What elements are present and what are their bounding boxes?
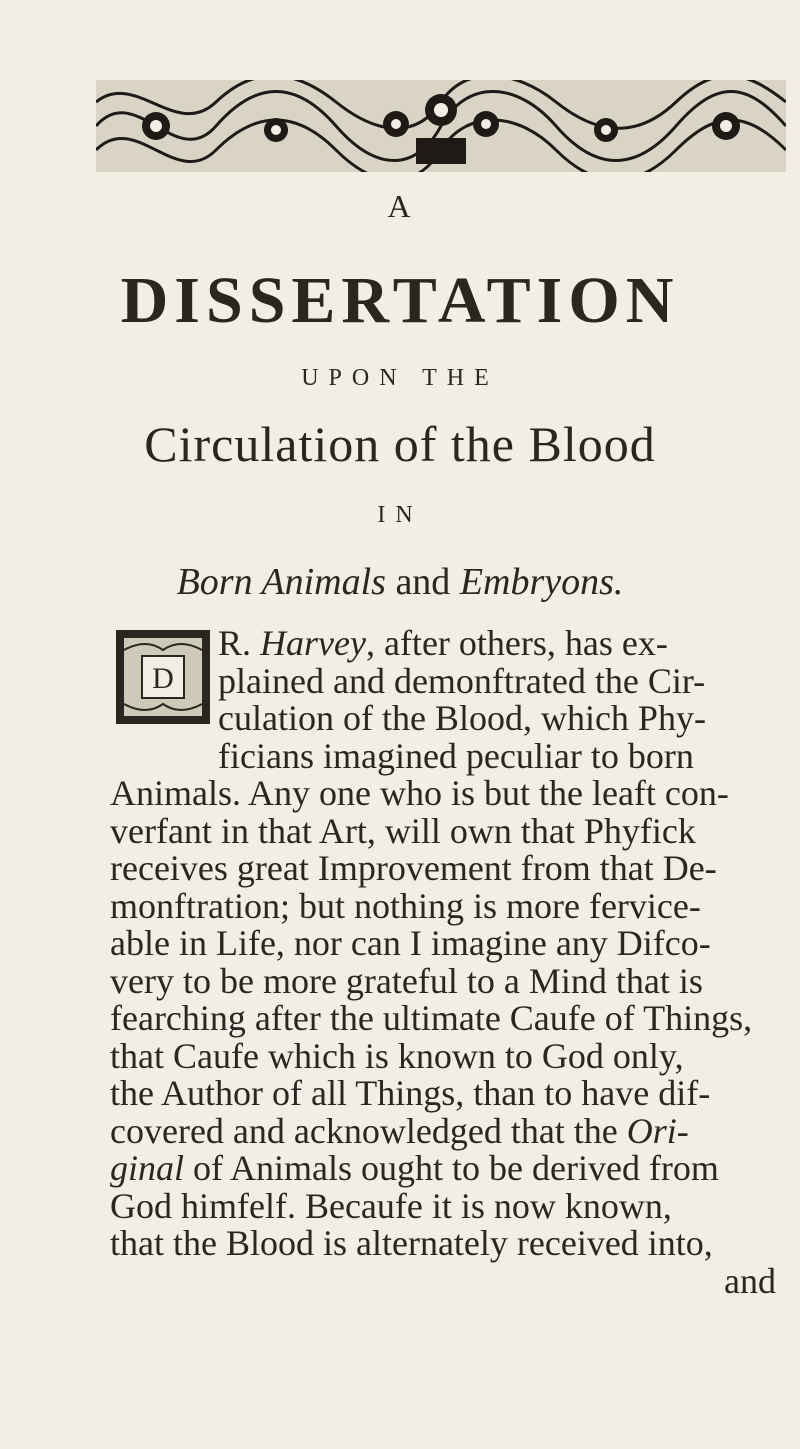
text-line-roman: that Caufe which is known to God only, (110, 1035, 684, 1076)
text-line (110, 1110, 790, 1151)
text-line-italic: Harvey (260, 623, 366, 663)
text-line-roman: Animals. Any one who is but the leaft con- (110, 773, 729, 813)
text-line-roman: fearching after the ultimate Caufe of Things, (110, 998, 753, 1038)
text-line (110, 960, 790, 1001)
text-line-italic: ginal (110, 1148, 185, 1188)
text-line-roman: verfant in that Art, will own that Phyfick (110, 810, 696, 851)
text-line (110, 1225, 790, 1263)
text-line (110, 925, 790, 963)
text-line-roman: culation of the Blood, which Phy- (218, 698, 706, 738)
text-line (110, 810, 790, 851)
title-upon-the: UPON THE (301, 365, 499, 391)
text-line-roman: of Animals ought to be derived from (184, 1148, 719, 1188)
text-line-roman: able in Life, nor can I imagine any Difco- (110, 923, 711, 963)
catchword: and (724, 1260, 776, 1301)
text-line-roman: R. (218, 623, 261, 663)
title-article: A (387, 188, 413, 224)
title-born-part2: Embryons. (459, 561, 624, 603)
text-line-roman: God himfelf. Becaufe it is now known, (110, 1185, 672, 1226)
text-line-roman: monftration; but nothing is more fervice- (110, 885, 701, 926)
text-line (110, 1185, 790, 1226)
text-line-roman: the Author of all Things, than to have dif- (110, 1073, 711, 1113)
title-in: IN (377, 502, 423, 528)
title-circulation: Circulation of the Blood (144, 416, 656, 472)
text-line (110, 700, 790, 738)
ornamental-headpiece (96, 80, 786, 172)
text-line-roman: receives great Improvement from that De- (110, 848, 717, 888)
text-line-roman: plained and demonftrated the Cir- (218, 660, 706, 701)
text-line (110, 885, 790, 926)
title-born-and: and (385, 561, 460, 603)
title-born-part1: Born Animals (176, 561, 386, 603)
text-line (110, 775, 790, 813)
text-line (110, 660, 790, 701)
text-line-roman: very to be more grateful to a Mind that is (110, 960, 703, 1001)
text-line-roman: covered and acknowledged that the (110, 1110, 627, 1151)
text-line-italic: Ori- (626, 1110, 689, 1151)
title-born-animals (0, 560, 800, 604)
text-line (110, 1000, 790, 1038)
text-line (110, 1035, 790, 1076)
drop-cap-letter: D (152, 662, 174, 695)
text-line (110, 625, 790, 663)
text-line (110, 735, 790, 776)
text-line-roman: that the Blood is alternately received into, (110, 1223, 713, 1263)
text-line (110, 850, 790, 888)
text-line (110, 1150, 790, 1188)
text-line-roman: ficians imagined peculiar to born (218, 735, 694, 776)
text-line (110, 1075, 790, 1113)
title-dissertation: DISSERTATION (120, 264, 680, 337)
text-line-roman: , after others, has ex- (365, 623, 668, 663)
body-text (110, 625, 790, 1300)
